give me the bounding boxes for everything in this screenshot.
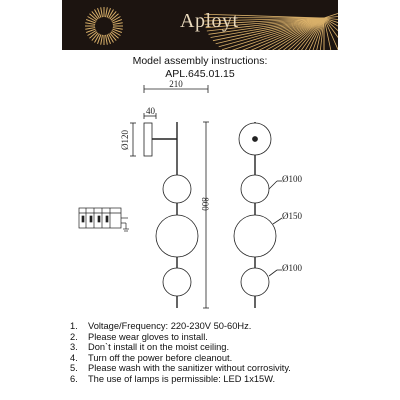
instruction-text: Voltage/Frequency: 220-230V 50-60Hz. xyxy=(88,321,252,331)
instruction-text: Please wear gloves to install. xyxy=(88,331,208,342)
front-globe-small-bottom xyxy=(241,268,269,296)
document-title: Model assembly instructions: xyxy=(132,55,268,67)
base-diameter-label: Ø120 xyxy=(120,130,130,150)
mount-screw-icon xyxy=(253,137,258,142)
globe-large xyxy=(156,215,198,257)
globe-small-top xyxy=(163,175,191,203)
depth-label: 40 xyxy=(146,106,155,116)
instruction-number: 3. xyxy=(70,342,78,353)
instruction-number: 1. xyxy=(70,321,78,331)
sun-logo-icon xyxy=(85,7,123,45)
leader-line-bottom xyxy=(269,270,277,276)
brand-name: Aployt xyxy=(180,10,239,32)
instruction-number: 4. xyxy=(70,352,78,363)
front-globe-large xyxy=(234,215,276,257)
leader-line-top xyxy=(269,181,277,189)
globe-small-bottom xyxy=(163,268,191,296)
globe-top-diameter-label: Ø100 xyxy=(282,174,302,184)
instruction-number: 6. xyxy=(70,373,78,384)
globe-bottom-diameter-label: Ø100 xyxy=(282,263,302,273)
globe-large-diameter-label: Ø150 xyxy=(282,211,302,221)
instruction-text: Don`t install it on the moist ceiling. xyxy=(88,342,230,353)
instruction-text: The use of lamps is permissible: LED 1x15W. xyxy=(88,373,276,384)
instruction-number: 5. xyxy=(70,363,78,374)
model-number: APL.645.01.15 xyxy=(165,68,235,80)
front-globe-small-top xyxy=(241,175,269,203)
leader-line-middle xyxy=(273,218,282,224)
instruction-item xyxy=(70,342,291,353)
brand-banner xyxy=(62,0,338,50)
instructions-list xyxy=(70,321,291,385)
terminal-block-diagram xyxy=(79,208,129,231)
instruction-item xyxy=(70,374,291,385)
instruction-item xyxy=(70,353,291,364)
instruction-number: 2. xyxy=(70,331,78,342)
instruction-text: Please wash with the sanitizer without corrosivity. xyxy=(88,363,291,374)
instruction-item xyxy=(70,321,291,332)
height-label: 800 xyxy=(200,197,210,211)
side-view xyxy=(130,85,209,308)
instruction-text: Turn off the power before cleanout. xyxy=(88,352,233,363)
instruction-item xyxy=(70,363,291,374)
width-label: 210 xyxy=(169,79,183,89)
wall-base-plate xyxy=(144,123,152,156)
technical-drawing xyxy=(60,78,340,313)
front-view xyxy=(234,122,282,308)
instruction-item xyxy=(70,332,291,343)
